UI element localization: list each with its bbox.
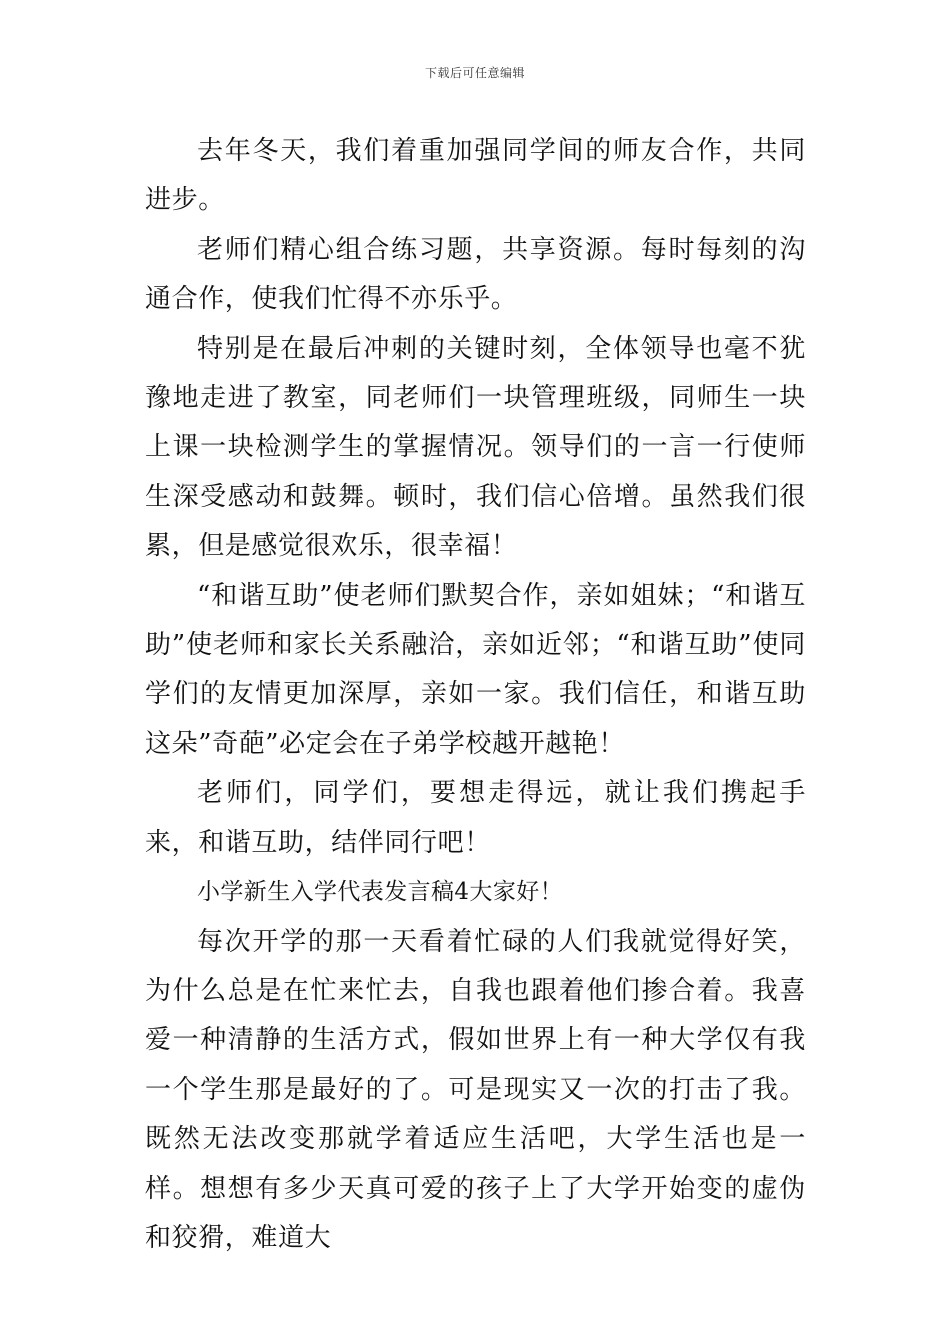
section-heading: 小学新生入学代表发言稿4大家好！ xyxy=(197,879,564,906)
page-header: 下载后可任意编辑 xyxy=(424,66,525,80)
paragraph-1: 去年冬天，我们着重加强同学间的师友合作，共同进步。 xyxy=(145,136,806,216)
paragraph-3: 特别是在最后冲刺的关键时刻，全体领导也毫不犹豫地走进了教室，同老师们一块管理班级，同师生一块上课一块检测学生的掌握情况。领导们的一言一行使师生深受感动和鼓舞。顿时，我们信心倍增。虽然我们很累，但是感觉很欢乐，很幸福！ xyxy=(145,333,806,562)
paragraph-5: 老师们，同学们，要想走得远，就让我们携起手来，和谐互助，结伴同行吧！ xyxy=(145,778,806,858)
paragraph-6: 每次开学的那一天看着忙碌的人们我就觉得好笑，为什么总是在忙来忙去，自我也跟着他们掺合着。我喜爱一种清静的生活方式，假如世界上有一种大学仅有我一个学生那是最好的了。可是现实又一次的打击了我。既然无法改变那就学着适应生活吧，大学生活也是一样。想想有多少天真可爱的孩子上了大学开始变的虚伪和狡猾，难道大 xyxy=(145,926,806,1253)
paragraph-2: 老师们精心组合练习题，共享资源。每时每刻的沟通合作，使我们忙得不亦乐乎。 xyxy=(145,234,806,315)
paragraph-4: “和谐互助”使老师们默契合作，亲如姐妹；“和谐互助”使老师和家长关系融洽，亲如近邻；“和谐互助”使同学们的友情更加深厚，亲如一家。我们信任，和谐互助这朵”奇葩”必定会在子弟学校越开越艳！ xyxy=(145,580,806,759)
document-body xyxy=(145,127,806,1263)
